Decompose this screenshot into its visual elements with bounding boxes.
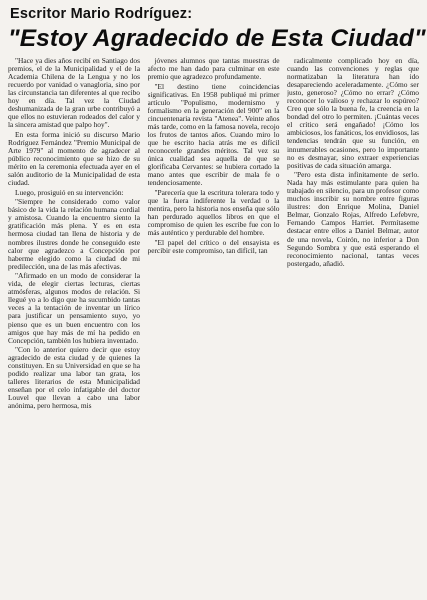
article-paragraph: "Con lo anterior quiero decir que estoy agradecido de esta ciudad y de quienes la constituyen. En su Universidad en que se ha podido realizar una labor tan grata, los talleres literarios de esta Municipalidad enseñan por el celo infatigable del doctor Louvel que llevan a cabo una labor anónima, pero hermosa, mis xyxy=(8,345,140,411)
article-column xyxy=(8,57,140,592)
article-paragraph: "El destino tiene coincidencias significativas. En 1958 publiqué mi primer artículo "Populismo, modernismo y formalismo en la generación del 900" en la cincuentenaria revista "Atenea". Veinte años más tarde, como en la famosa novela, recojo los frutos de tantos años. Cuando miro lo que he escrito hacia atrás me es difícil reconocerle grandes méritos. Tal vez su única cualidad sea aquella de que se glorificaba Cervantes: se hubiera cortado la mano antes que escribir de mala fe o tendenciosamente. xyxy=(147,81,280,188)
article-headline: "Estoy Agradecido de Esta Ciudad" xyxy=(8,25,426,52)
article-paragraph: Luego, prosiguió en su intervención: xyxy=(15,187,124,197)
article-paragraph: En esta forma inició su discurso Mario Rodríguez Fernández "Premio Municipal de Arte 1979" al momento de agradecer al público reconocimiento que se hizo de su mérito en la ceremonia efectuada ayer en el salón auditorio de la Municipalidad de esta ciudad. xyxy=(8,129,140,188)
article-paragraph: "Pero esta dista infinitamente de serlo. Nada hay más estimulante para quien ha trabajado en silencio, para un profesor como muchos inscribir su nombre entre figuras ilustres: don Enrique Molina, Daniel Belmar, Gonzalo Rojas, Alfredo Lefebvre, Fernando Campos Harriet. Permítaseme destacar entre ellos a Daniel Belmar, autor de una novela, Coirón, no inferior a Don Segundo Sombra y que está esperando el reconocimiento nacional, tantas veces postergado, añadió. xyxy=(287,170,419,268)
article-paragraph: "Afirmado en un modo de considerar la vida, de elegir ciertas lecturas, ciertas atmósferas, algunos modos de relación. Si llegué yo a lo digo que ha sucumbido tantas veces a la tentación de inventar un lírico para justificar un pensamiento suyo, yo pienso que es un buen encuentro con los amigos que hay más de mí ha pedido en Concepción, también los hubiera inventado. xyxy=(8,271,140,345)
article-column xyxy=(287,57,419,592)
article-body xyxy=(8,57,419,592)
article-paragraph: "El papel del crítico o del ensayista es percibir este compromiso, tan difícil, tan xyxy=(147,237,280,255)
article-paragraph: "Hace ya dies años recibí en Santiago dos premios, el de la Municipalidad y el de la Academia Chilena de la Lengua y no los recuerdo por vanidad o vanagloria, sino por las circunstancia tan diferentes al que recibo hoy en día. Tal vez la Ciudad deshumanizada de la gran urbe contribuyó a que ellos no estuvieran rodeados del calor y la sincera amistad que palpo hoy". xyxy=(8,57,140,130)
article-column xyxy=(148,57,280,592)
article-kicker: Escritor Mario Rodríguez: xyxy=(10,6,193,22)
article-paragraph: radicalmente complicado hoy en día, cuando las convenciones y reglas que normatizaban la literatura han ido desapareciendo aceleradamente. ¿Cómo ser justo, generoso? ¿Cómo no errar? ¿Cómo reconocer lo valioso y rechazar lo espúreo? Creo que sólo la buena fe, la creencia en la bondad del otro lo permiten. ¡Cuántas veces el crítico será engañado! ¡Cómo los ambiciosos, los fanáticos, los envidiosos, las tendencias tendrán que su función, en innumerables ocasiones, pero lo importante no es desmayar, sino extraer experiencias positivas de cada situación amarga. xyxy=(287,57,419,170)
article-paragraph: jóvenes alumnos que tantas muestras de afecto me han dado para culminar en este premio que agradezco profundamente. xyxy=(147,57,280,82)
article-paragraph: "Siempre he considerado como valor básico de la vida la relación humana cordial y amistosa. Cuando la encuentro siento la gratificación más plena. Y es en esta hermosa ciudad tan llena de historia y de nombres ilustres donde he conseguido este calor que agradezco a Concepción por haberme elegido como la ciudad de mi predilección, una de las más afectivas. xyxy=(8,197,140,271)
article-paragraph: "Parecería que la escritura tolerara todo y que la fuera indiferente la verdad o la mentira, pero la historia nos enseña que sólo han perdurado aquellos libros en que el compromiso de quien les escribe fue con lo más auténtico y perdurable del hombre. xyxy=(147,187,280,237)
